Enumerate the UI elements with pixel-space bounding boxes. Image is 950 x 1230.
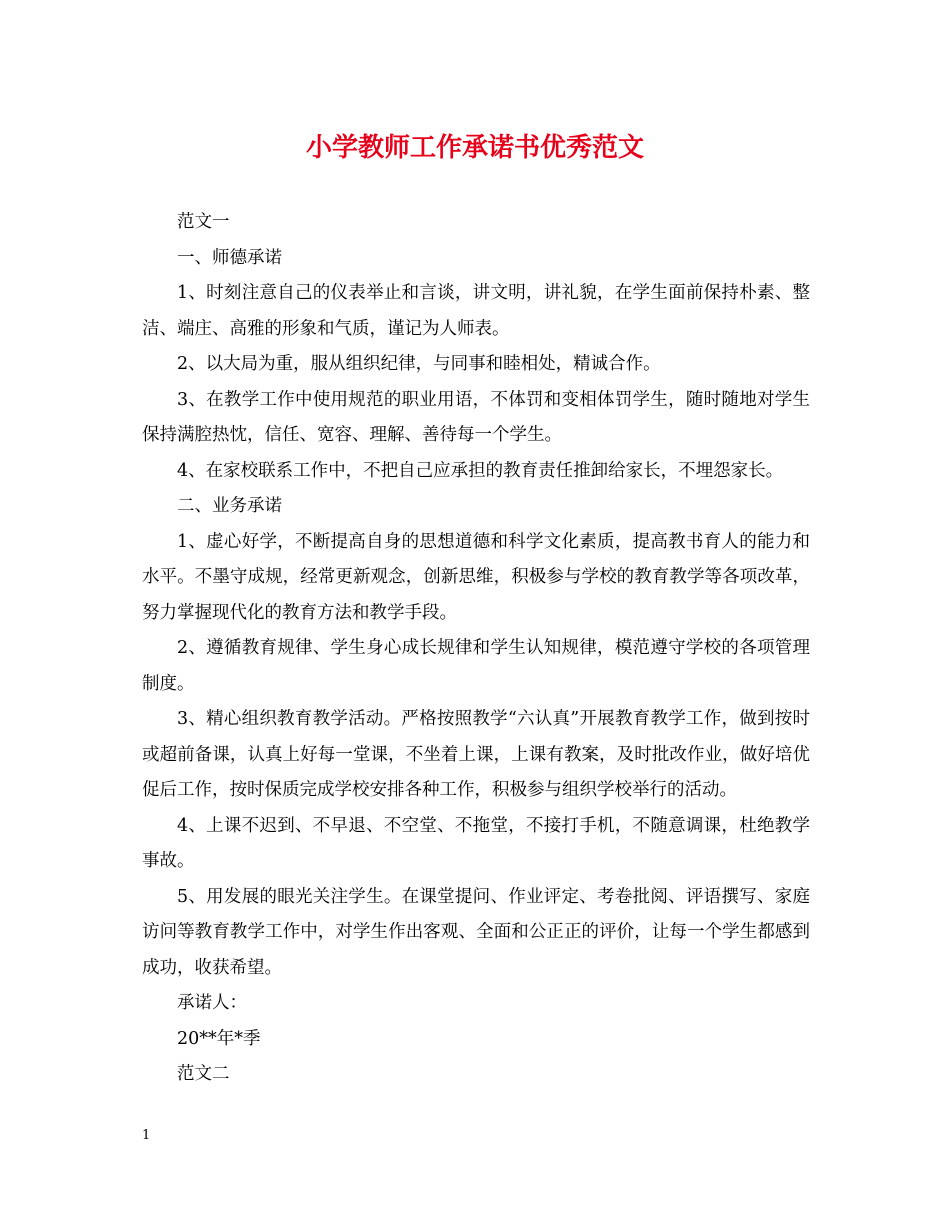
date-line: 20**年*季 [177,1028,261,1049]
paragraph: 4、上课不迟到、不早退、不空堂、不拖堂，不接打手机，不随意调课，杜绝教学事故。 [142,815,810,871]
paragraph: 3、在教学工作中使用规范的职业用语，不体罚和变相体罚学生，随时随地对学生保持满腔热忱，信任、宽容、理解、善待每一个学生。 [142,389,810,445]
document-body [142,205,810,1093]
paragraph: 5、用发展的眼光关注学生。在课堂提问、作业评定、考卷批阅、评语撰写、家庭访问等教育教学工作中，对学生作出客观、全面和公正正的评价，让每一个学生都感到成功，收获希望。 [142,886,810,978]
paragraph-section-label-1: 范文一 [177,212,230,232]
signatory-label: 承诺人： [177,993,247,1013]
paragraph: 3、精心组织教育教学活动。严格按照教学“六认真”开展教育教学工作，做到按时或超前备课，认真上好每一堂课，不坐着上课，上课有教案，及时批改作业，做好培优促后工作，按时保质完成学校安排各种工作，积极参与组织学校举行的活动。 [142,709,810,800]
paragraph: 4、在家校联系工作中，不把自己应承担的教育责任推卸给家长，不埋怨家长。 [177,460,784,481]
paragraph: 2、以大局为重，服从组织纪律，与同事和睦相处，精诚合作。 [177,354,661,374]
page-number: 1 [142,1128,151,1143]
paragraph: 1、时刻注意自己的仪表举止和言谈，讲文明，讲礼貌，在学生面前保持朴素、整洁、端庄、高雅的形象和气质，谨记为人师表。 [142,283,810,339]
document-title: 小学教师工作承诺书优秀范文 [305,133,644,163]
paragraph: 2、遵循教育规律、学生身心成长规律和学生认知规律，模范遵守学校的各项管理制度。 [142,638,810,694]
paragraph-heading-ethics: 一、师德承诺 [177,247,282,268]
paragraph-heading-business: 二、业务承诺 [177,496,282,516]
paragraph-section-label-2: 范文二 [177,1064,230,1084]
paragraph: 1、虚心好学，不断提高自身的思想道德和科学文化素质，提高教书育人的能力和水平。不墨守成规，经常更新观念，创新思维，积极参与学校的教育教学等各项改革，努力掌握现代化的教育方法和教学手段。 [142,531,810,623]
